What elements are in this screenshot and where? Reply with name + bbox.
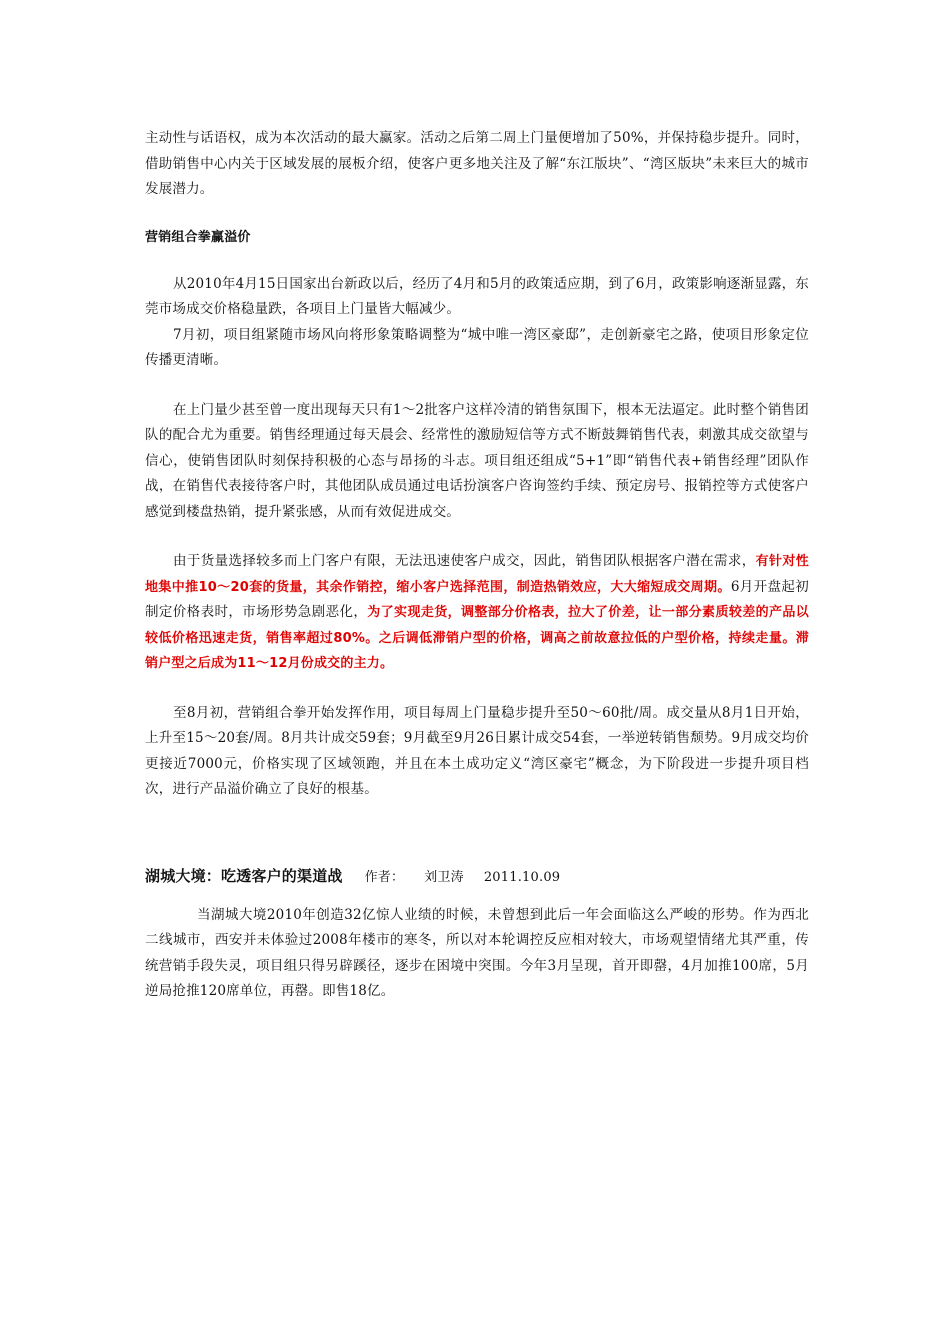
pricing-text-normal: 由于货量选择较多而上门客户有限，无法迅速使客户成交，因此，销售团队根据客户潜在需求， xyxy=(173,553,756,569)
article-paragraph: 当湖城大境2010年创造32亿惊人业绩的时候，未曾想到此后一年会面临这么严峻的形势。作为西北二线城市，西安并未体验过2008年楼市的寒冬，所以对本轮调控反应相对较大，市场观望情绪尤其严重，传统营销手段失灵，项目组只得另辟蹊径，逐步在困境中突围。今年3月呈现，首开即罄，4月加推100席，5月逆局抢推120席单位，再罄。即售18亿。 xyxy=(145,906,809,999)
spacer xyxy=(145,677,809,701)
article-date: 2011.10.09 xyxy=(483,869,561,885)
pricing-text-normal: 6月开盘起初制定价格表时，市场形势急剧恶化， xyxy=(145,578,809,620)
paragraph-strategy: 7月初，项目组紧随市场风向将形象策略调整为“城中唯一湾区豪邸”，走创新豪宅之路，使项目形象定位传播更清晰。 xyxy=(145,326,809,368)
paragraph-policy: 从2010年4月15日国家出台新政以后，经历了4月和5月的政策适应期，到了6月，政策影响逐渐显露，东莞市场成交价格稳量跌，各项目上门量皆大幅减少。 xyxy=(145,275,809,317)
spacer xyxy=(145,803,809,863)
author-name: 刘卫涛 xyxy=(424,869,464,885)
article-header xyxy=(145,863,809,891)
document-page xyxy=(145,126,809,1005)
spacer xyxy=(145,891,809,903)
spacer xyxy=(145,525,809,549)
article-title: 湖城大境：吃透客户的渠道战 xyxy=(145,866,343,885)
section-heading: 营销组合拳赢溢价 xyxy=(145,229,251,245)
author-label: 作者： xyxy=(364,869,405,885)
paragraph-pricing xyxy=(145,549,809,677)
pricing-text-highlight: 为了实现走货，调整部分价格表，拉大了价差，让一部分素质较差的产品以较低价格迅速走货，销售率超过80%。之后调低滞销户型的价格，调高之前故意拉低的户型价格，持续走量。滞销户型之后成为11～12月份成交的主力。 xyxy=(145,605,809,671)
paragraph-results: 至8月初，营销组合拳开始发挥作用，项目每周上门量稳步提升至50～60批/周。成交量从8月1日开始，上升至15～20套/周。8月共计成交59套；9月截至9月26日累计成交54套，一举逆转销售颓势。9月成交均价更接近7000元，价格实现了区域领跑，并且在本土成功定义“湾区豪宅”概念，为下阶段进一步提升项目档次，进行产品溢价确立了良好的根基。 xyxy=(145,704,809,797)
intro-paragraph: 主动性与话语权，成为本次活动的最大赢家。活动之后第二周上门量便增加了50%，并保持稳步提升。同时，借助销售中心内关于区域发展的展板介绍，使客户更多地关注及了解“东江版块”、“湾区版块”未来巨大的城市发展潜力。 xyxy=(145,130,809,197)
pricing-text-highlight: 有针对性地集中推10～20套的货量，其余作销控，缩小客户选择范围，制造热销效应，大大缩短成交周期。 xyxy=(145,554,809,595)
spacer xyxy=(145,250,809,272)
paragraph-team: 在上门量少甚至曾一度出现每天只有1～2批客户这样冷清的销售氛围下，根本无法逼定。此时整个销售团队的配合尤为重要。销售经理通过每天晨会、经常性的激励短信等方式不断鼓舞销售代表，刺激其成交欲望与信心，使销售团队时刻保持积极的心态与昂扬的斗志。项目组还组成“5+1”即“销售代表+销售经理”团队作战，在销售代表接待客户时，其他团队成员通过电话扮演客户咨询签约手续、预定房号、报销控等方式使客户感觉到楼盘热销，提升紧张感，从而有效促进成交。 xyxy=(145,401,809,520)
spacer xyxy=(145,374,809,398)
